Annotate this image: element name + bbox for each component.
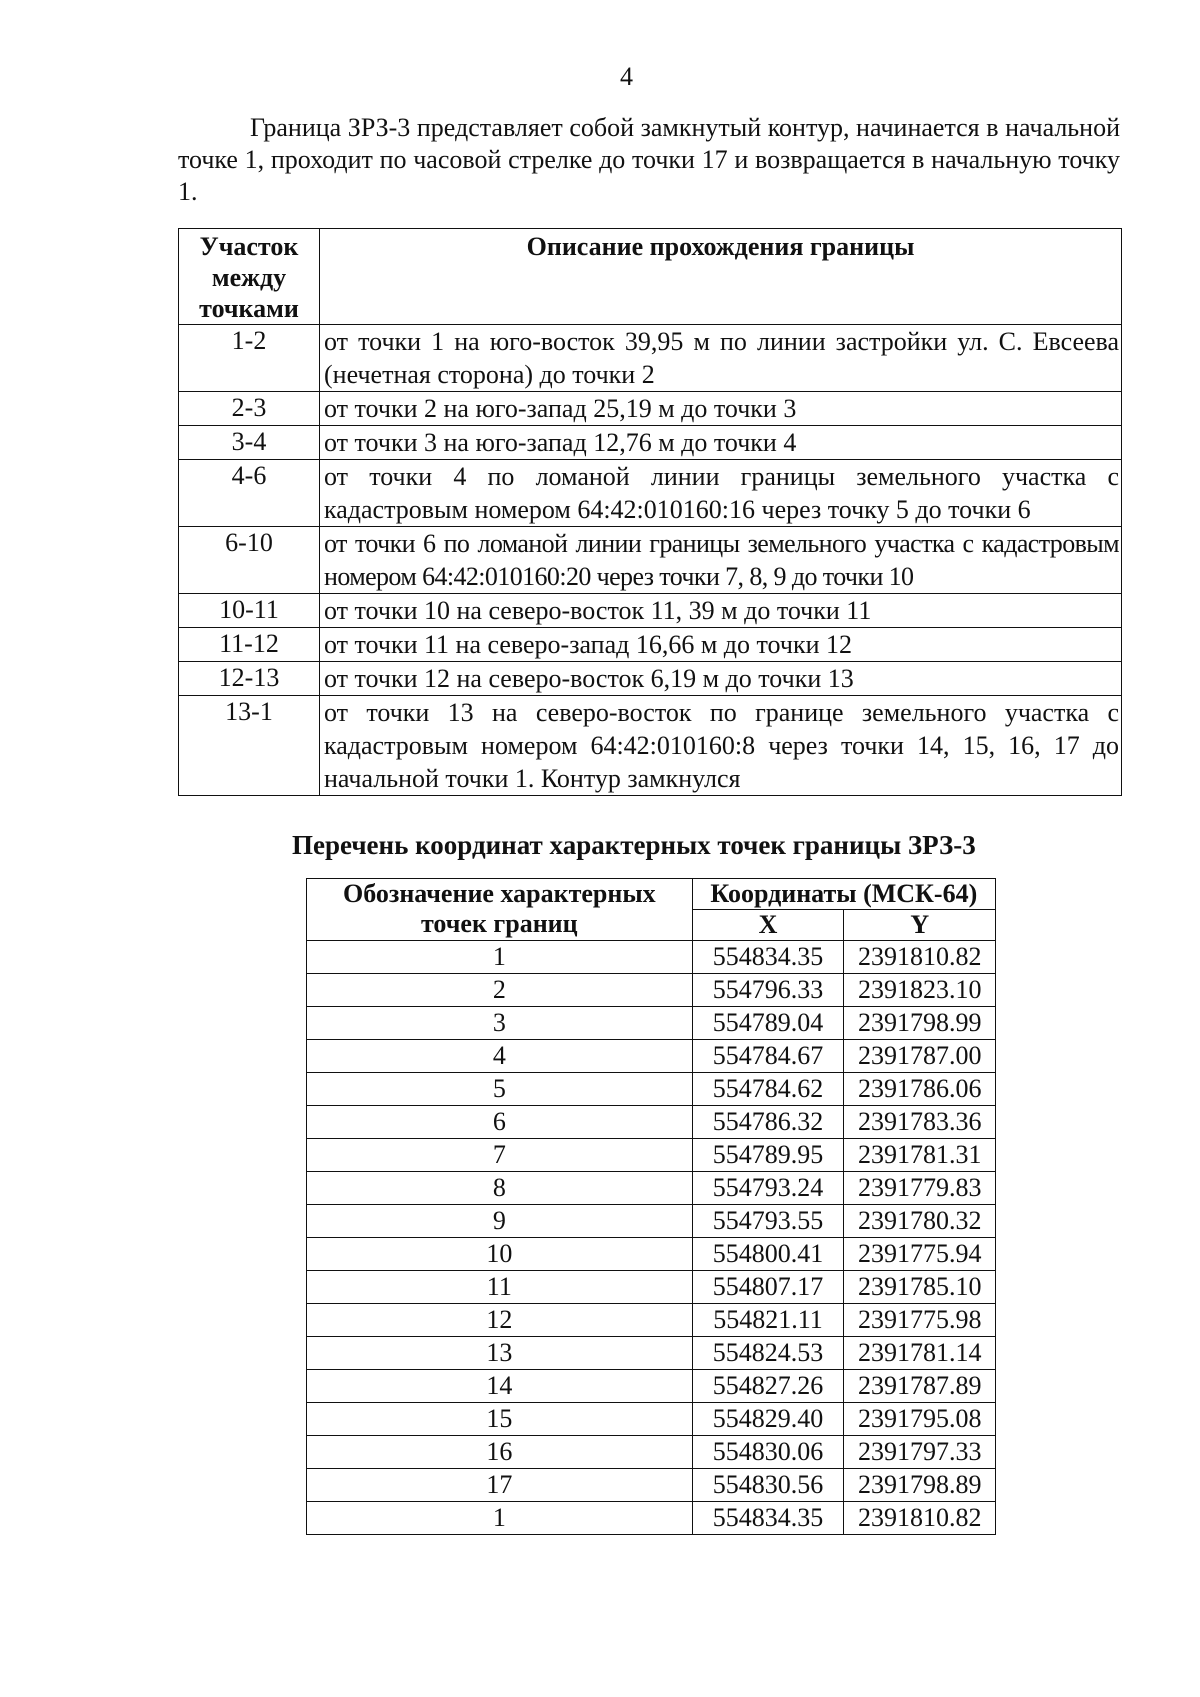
x-cell: 554784.67: [692, 1040, 844, 1073]
x-cell: 554789.04: [692, 1007, 844, 1040]
y-cell: 2391785.10: [844, 1271, 996, 1304]
x-cell: 554796.33: [692, 974, 844, 1007]
description-cell: от точки 6 по ломаной линии границы земельного участка с кадастровым номером 64:42:010160:20 через точки 7, 8, 9 до точки 10: [320, 527, 1122, 594]
segment-cell: 10-11: [179, 594, 320, 628]
y-cell: 2391810.82: [844, 1502, 996, 1535]
table-row: [307, 1205, 996, 1238]
point-cell: 13: [307, 1337, 693, 1370]
segment-cell: 2-3: [179, 392, 320, 426]
x-cell: 554807.17: [692, 1271, 844, 1304]
y-cell: 2391781.14: [844, 1337, 996, 1370]
intro-text: Граница ЗРЗ-3 представляет собой замкнутый контур, начинается в начальной точке 1, проходит по часовой стрелке до точки 17 и возвращается в начальную точку 1.: [178, 113, 1120, 206]
segment-cell: 11-12: [179, 628, 320, 662]
table-row: [179, 594, 1122, 628]
point-cell: 6: [307, 1106, 693, 1139]
table-row: [179, 628, 1122, 662]
table-row: [179, 325, 1122, 392]
y-cell: 2391798.89: [844, 1469, 996, 1502]
table-row: [307, 1073, 996, 1106]
point-cell: 4: [307, 1040, 693, 1073]
x-cell: 554829.40: [692, 1403, 844, 1436]
description-cell: от точки 1 на юго-восток 39,95 м по линии застройки ул. С. Евсеева (нечетная сторона) до точки 2: [320, 325, 1122, 392]
table-row: [307, 1436, 996, 1469]
table-row: [179, 426, 1122, 460]
x-cell: 554789.95: [692, 1139, 844, 1172]
table-row: [307, 941, 996, 974]
point-cell: 8: [307, 1172, 693, 1205]
boundary-description-table: [178, 228, 1122, 796]
segment-cell: 6-10: [179, 527, 320, 594]
table-row: [307, 1172, 996, 1205]
description-cell: от точки 3 на юго-запад 12,76 м до точки 4: [320, 426, 1122, 460]
table-row: [307, 1271, 996, 1304]
y-cell: 2391823.10: [844, 974, 996, 1007]
y-cell: 2391787.89: [844, 1370, 996, 1403]
x-cell: 554827.26: [692, 1370, 844, 1403]
table-row: [307, 1469, 996, 1502]
table-row: [307, 1337, 996, 1370]
table-row: [307, 974, 996, 1007]
segment-cell: 12-13: [179, 662, 320, 696]
description-cell: от точки 2 на юго-запад 25,19 м до точки 3: [320, 392, 1122, 426]
point-cell: 2: [307, 974, 693, 1007]
point-cell: 17: [307, 1469, 693, 1502]
table-row: [179, 662, 1122, 696]
x-cell: 554834.35: [692, 941, 844, 974]
point-cell: 7: [307, 1139, 693, 1172]
y-cell: 2391786.06: [844, 1073, 996, 1106]
segment-cell: 3-4: [179, 426, 320, 460]
point-cell: 10: [307, 1238, 693, 1271]
y-cell: 2391779.83: [844, 1172, 996, 1205]
point-cell: 14: [307, 1370, 693, 1403]
table-row: [307, 1040, 996, 1073]
point-cell: 3: [307, 1007, 693, 1040]
header-point-designation: Обозначение характерных точек границ: [307, 879, 693, 941]
x-cell: 554793.24: [692, 1172, 844, 1205]
x-cell: 554830.56: [692, 1469, 844, 1502]
point-cell: 12: [307, 1304, 693, 1337]
table-row: [307, 1304, 996, 1337]
point-cell: 1: [307, 1502, 693, 1535]
header-segment: Участок между точками: [179, 229, 320, 325]
table-header-row: [179, 229, 1122, 325]
header-description: Описание прохождения границы: [320, 229, 1122, 325]
coords-header-row: [307, 879, 996, 910]
y-cell: 2391783.36: [844, 1106, 996, 1139]
description-cell: от точки 10 на северо-восток 11, 39 м до точки 11: [320, 594, 1122, 628]
table-row: [307, 1139, 996, 1172]
x-cell: 554824.53: [692, 1337, 844, 1370]
point-cell: 16: [307, 1436, 693, 1469]
header-coordinates: Координаты (МСК-64): [692, 879, 995, 910]
header-x: X: [692, 910, 844, 941]
point-cell: 15: [307, 1403, 693, 1436]
table-row: [179, 527, 1122, 594]
y-cell: 2391781.31: [844, 1139, 996, 1172]
header-y: Y: [844, 910, 996, 941]
y-cell: 2391775.98: [844, 1304, 996, 1337]
description-cell: от точки 12 на северо-восток 6,19 м до точки 13: [320, 662, 1122, 696]
x-cell: 554793.55: [692, 1205, 844, 1238]
point-cell: 11: [307, 1271, 693, 1304]
segment-cell: 13-1: [179, 696, 320, 796]
description-cell: от точки 4 по ломаной линии границы земельного участка с кадастровым номером 64:42:010160:16 через точку 5 до точки 6: [320, 460, 1122, 527]
table-row: [307, 1007, 996, 1040]
y-cell: 2391780.32: [844, 1205, 996, 1238]
table-row: [307, 1238, 996, 1271]
x-cell: 554784.62: [692, 1073, 844, 1106]
segment-cell: 1-2: [179, 325, 320, 392]
x-cell: 554800.41: [692, 1238, 844, 1271]
page-number: 4: [620, 62, 633, 91]
table-row: [179, 696, 1122, 796]
table-row: [307, 1502, 996, 1535]
x-cell: 554821.11: [692, 1304, 844, 1337]
x-cell: 554834.35: [692, 1502, 844, 1535]
x-cell: 554786.32: [692, 1106, 844, 1139]
table-row: [307, 1403, 996, 1436]
point-cell: 5: [307, 1073, 693, 1106]
y-cell: 2391787.00: [844, 1040, 996, 1073]
intro-paragraph: [178, 112, 1120, 208]
table-row: [307, 1106, 996, 1139]
description-cell: от точки 13 на северо-восток по границе земельного участка с кадастровым номером 64:42:010160:8 через точки 14, 15, 16, 17 до начальной точки 1. Контур замкнулся: [320, 696, 1122, 796]
y-cell: 2391775.94: [844, 1238, 996, 1271]
table-row: [179, 460, 1122, 527]
coordinates-table: [306, 878, 996, 1535]
point-cell: 1: [307, 941, 693, 974]
coords-section-title: Перечень координат характерных точек границы ЗРЗ-3: [292, 830, 976, 860]
point-cell: 9: [307, 1205, 693, 1238]
y-cell: 2391810.82: [844, 941, 996, 974]
description-cell: от точки 11 на северо-запад 16,66 м до точки 12: [320, 628, 1122, 662]
segment-cell: 4-6: [179, 460, 320, 527]
table-row: [307, 1370, 996, 1403]
y-cell: 2391798.99: [844, 1007, 996, 1040]
y-cell: 2391797.33: [844, 1436, 996, 1469]
x-cell: 554830.06: [692, 1436, 844, 1469]
table-row: [179, 392, 1122, 426]
y-cell: 2391795.08: [844, 1403, 996, 1436]
